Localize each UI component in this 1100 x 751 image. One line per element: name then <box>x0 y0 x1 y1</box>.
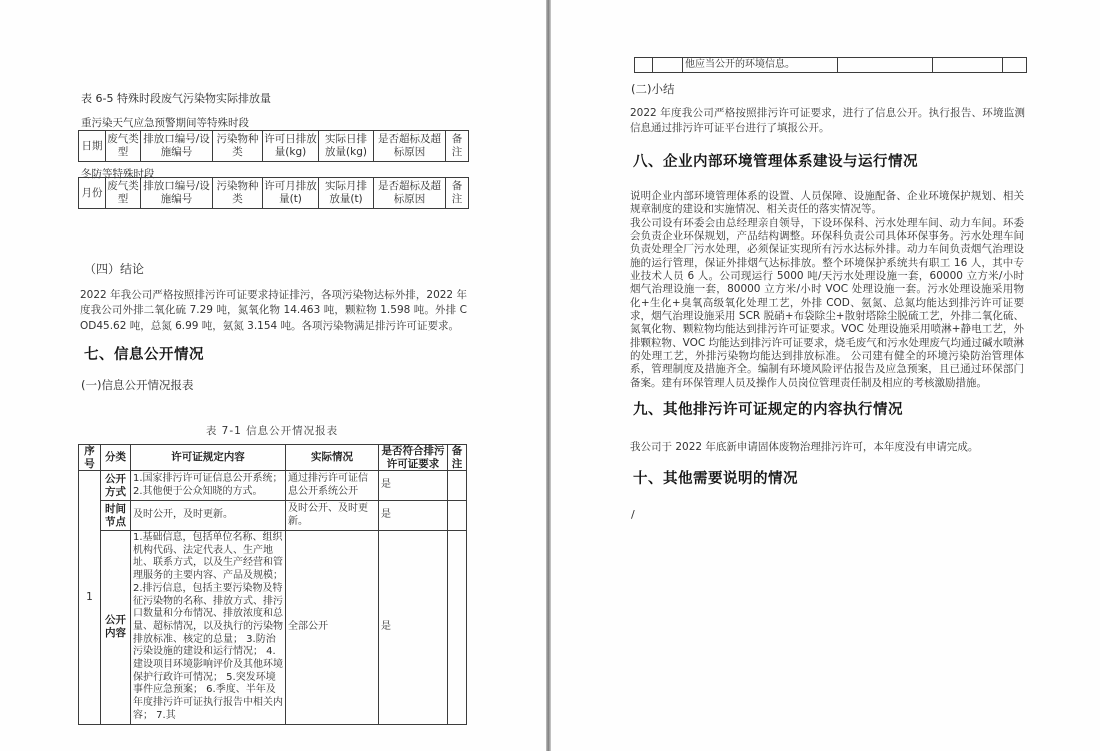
col-pollutant: 污染物种类 <box>213 131 263 162</box>
cell-compliance: 是 <box>379 471 448 501</box>
col-date: 日期 <box>79 131 106 162</box>
table-continuation-row <box>635 58 1027 73</box>
col-actual-daily: 实际日排放量(kg) <box>319 131 374 162</box>
col-gas-type: 废气类型 <box>106 131 141 162</box>
disclosure-summary-paragraph: 2022 年度我公司严格按照排污许可证要求，进行了信息公开。执行报告、环境监测信息通过排污许可证平台进行了填报公开。 <box>630 107 1025 135</box>
management-system-block <box>630 190 1024 390</box>
col-note: 备注 <box>448 445 467 471</box>
col-pollutant: 污染物种类 <box>213 178 263 209</box>
winter-period-label: 冬防等特殊时段 <box>81 168 155 180</box>
table-row-disclosure-content <box>79 531 467 725</box>
heading-7-information-disclosure: 七、信息公开情况 <box>84 347 204 363</box>
cell-actual <box>838 58 933 73</box>
management-system-body: 我公司设有环委会由总经理亲自领导，下设环保科、污水处理车间、动力车间。环委会负责企业环保规划，产品结构调整。环保科负责公司具体环保事务。污水处理车间负责处理全厂污水处理，必须保证实现所有污水达标外排。动力车间负责烟气治理设施的运行管理，保证外排烟气达标排放。整个环境保护系统共有职工 16 人，其中专业技术人员 6 人。公司现运行 5000 吨/天污水处理设施一套，60000 立方米/小时烟气治理设施一套，80000 立方米/小时 VOC 处理设施一套。污水处理设施采用物化+生化+臭氧高级氧化处理工艺，外排 COD、氨氮、总氮均能达到排污许可证要求，烟气治理设施采用 SCR 脱硝+布袋除尘+散射塔除尘脱硫工艺，外排二氧化硫、氮氧化物、颗粒物均能达到排污许可证要求。VOC 处理设施采用喷淋+静电工艺，外排颗粒物、VOC 均能达到排污许可证要求，烧毛废气和污水处理废气均通过碱水喷淋的处理工艺，外排污染物均能达到排放标准。 公司建有健全的环境污染防治管理体系，管理制度及措施齐全。编制有环境风险评估报告及应急预案，且已通过环保部门备案。建有环保管理人员及操作人员岗位管理责任制及相应的考核激励措施。 <box>630 216 1024 389</box>
table-info-disclosure <box>78 444 467 725</box>
cell-category: 公开内容 <box>101 531 131 725</box>
subsection-7-2-title: (二)小结 <box>631 82 675 96</box>
table-7-1-caption: 表 7-1 信息公开情况报表 <box>205 425 339 437</box>
col-month: 月份 <box>79 178 106 209</box>
management-system-intro: 说明企业内部环境管理体系的设置、人员保障、设施配备、企业环境保护规划、相关规章制度的建设和实施情况、相关责任的落实情况等。 <box>630 190 1024 216</box>
table-monthly-emissions <box>78 177 469 209</box>
subsection-7-1-title: (一)信息公开情况报表 <box>81 378 194 392</box>
table-row-disclosure-method <box>79 471 467 501</box>
cell-note <box>448 531 467 725</box>
cell-permit-content: 1.基础信息，包括单位名称、组织机构代码、法定代表人、生产地址、联系方式，以及生产经营和管理服务的主要内容、产品及规模；2.排污信息，包括主要污染物及特征污染物的名称、排放方式、排污口数量和分布情况、排放浓度和总量、超标情况，以及执行的污染物排放标准、核定的总量； 3.防治污染设施的建设和运行情况； 4.建设项目环境影响评价及其他环境保护行政许可情况； 5.突发环境事件应急预案； 6.季度、半年及年度排污许可证执行报告中相关内容； 7.其 <box>131 531 286 725</box>
table-6-5-title: 表 6-5 特殊时段废气污染物实际排放量 <box>81 92 271 105</box>
cell-note <box>448 471 467 501</box>
col-outlet-id: 排放口编号/设施编号 <box>141 131 213 162</box>
table-daily-header-row <box>79 131 469 162</box>
cell-permit-content: 及时公开，及时更新。 <box>131 501 286 531</box>
cell-actual: 通过排污许可证信息公开系统公开 <box>286 471 379 501</box>
cell-compliance: 是 <box>379 531 448 725</box>
cell-permit-content: 1.国家排污许可证信息公开系统；2.其他便于公众知晓的方式。 <box>131 471 286 501</box>
cell-compliance <box>933 58 1003 73</box>
col-note: 备注 <box>446 178 469 209</box>
heavy-pollution-period-label: 重污染天气应急预警期间等特殊时段 <box>81 117 249 129</box>
cell-compliance: 是 <box>379 501 448 531</box>
col-note: 备注 <box>446 131 469 162</box>
col-gas-type: 废气类型 <box>106 178 141 209</box>
section-4-conclusion-title: （四）结论 <box>84 262 145 276</box>
cell-actual: 及时公开、及时更新。 <box>286 501 379 531</box>
heading-9-other-permit-content: 九、其他排污许可证规定的内容执行情况 <box>633 402 903 418</box>
col-exceed-reason: 是否超标及超标原因 <box>374 131 446 162</box>
col-compliance: 是否符合排污许可证要求 <box>379 445 448 471</box>
permit-application-paragraph: 我公司于 2022 年底新申请固体废物治理排污许可，本年度没有申请完成。 <box>630 441 979 453</box>
col-seq: 序号 <box>79 445 101 471</box>
other-notes-placeholder: / <box>631 508 635 521</box>
cell-category: 时间节点 <box>101 501 131 531</box>
cell-note <box>448 501 467 531</box>
col-actual-status: 实际情况 <box>286 445 379 471</box>
conclusion-paragraph: 2022 年我公司严格按照排污许可证要求持证排污，各项污染物达标外排，2022 年度我公司外排二氧化硫 7.29 吨，氮氧化物 14.463 吨，颗粒物 1.598 吨。外排 COD45.62 吨，总氮 6.99 吨，氨氮 3.154 吨。各项污染物满足排污许可证要求。 <box>80 289 467 332</box>
cell-permit-content: 他应当公开的环境信息。 <box>683 58 838 73</box>
col-permitted-monthly: 许可月排放量(t) <box>263 178 319 209</box>
col-exceed-reason: 是否超标及超标原因 <box>374 178 446 209</box>
table-daily-emissions <box>78 130 469 162</box>
table-row-time-node <box>79 501 467 531</box>
page-right <box>551 0 1100 751</box>
cell-seq: 1 <box>79 471 101 725</box>
table-info-disclosure-continued <box>634 57 1027 73</box>
heading-10-other-notes: 十、其他需要说明的情况 <box>633 471 798 487</box>
table-monthly-header-row <box>79 178 469 209</box>
cell-actual: 全部公开 <box>286 531 379 725</box>
col-category: 分类 <box>101 445 131 471</box>
cell-category <box>653 58 683 73</box>
cell-seq <box>635 58 653 73</box>
col-permitted-daily: 许可日排放量(kg) <box>263 131 319 162</box>
col-permit-content: 许可证规定内容 <box>131 445 286 471</box>
col-outlet-id: 排放口编号/设施编号 <box>141 178 213 209</box>
cell-note <box>1003 58 1027 73</box>
table-7-1-header-row <box>79 445 467 471</box>
heading-8-internal-environment-management: 八、企业内部环境管理体系建设与运行情况 <box>633 154 918 170</box>
col-actual-monthly: 实际月排放量(t) <box>319 178 374 209</box>
page-left <box>0 0 547 751</box>
cell-category: 公开方式 <box>101 471 131 501</box>
